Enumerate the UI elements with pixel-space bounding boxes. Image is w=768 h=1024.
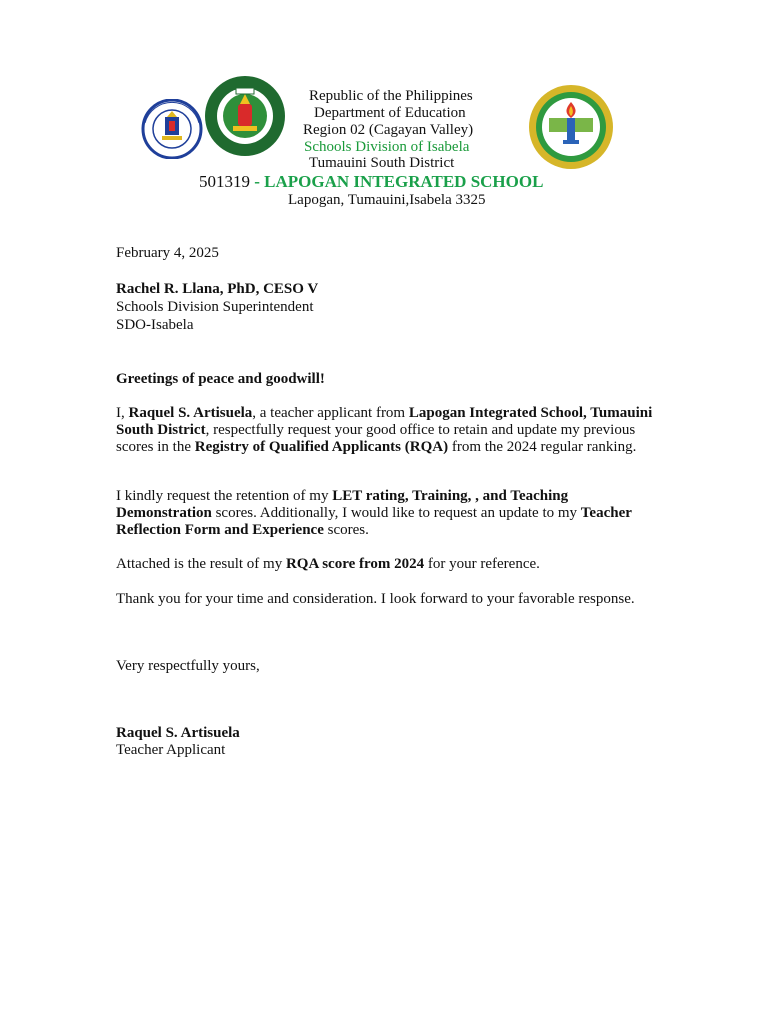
recipient-name: Rachel R. Llana, PhD, CESO V [116, 281, 319, 297]
p2-retained-scores: LET rating, Training, , and Teaching Demonstration [116, 488, 569, 521]
school-name: - LAPOGAN INTEGRATED SCHOOL [250, 172, 544, 191]
signatory-title: Teacher Applicant [116, 742, 226, 758]
p1-text-3: , respectfully request your good office to retain and update my previous scores in the [116, 422, 636, 455]
p2-text-1: I kindly request the retention of my [116, 488, 333, 504]
p2-text-3: scores. [323, 522, 369, 538]
p1-text-1: I, [116, 405, 129, 421]
p3-text-2: for your reference. [424, 556, 540, 572]
letterhead-district: Tumauini South District [309, 155, 455, 171]
sdo-isabela-seal-icon [204, 74, 286, 158]
school-address: Lapogan, Tumauini,Isabela 3325 [288, 192, 486, 208]
letterhead-republic: Republic of the Philippines [309, 88, 473, 104]
p1-text-2: , a teacher applicant from [252, 405, 409, 421]
p1-text-4: from the 2024 regular ranking. [448, 439, 637, 455]
p3-rqa-score: RQA score from 2024 [285, 556, 425, 572]
signatory-name: Raquel S. Artisuela [116, 725, 240, 741]
school-seal-icon [526, 84, 616, 170]
p2-text-2: scores. Additionally, I would like to request an update to my [211, 505, 581, 521]
letter-date: February 4, 2025 [116, 245, 219, 261]
p1-applicant-name: Raquel S. Artisuela [128, 405, 253, 421]
letterhead-division: Schools Division of Isabela [304, 139, 470, 155]
paragraph-3 [116, 556, 661, 573]
recipient-office: SDO-Isabela [116, 317, 194, 333]
p1-school: Lapogan Integrated School, Tumauini South District [116, 405, 653, 438]
recipient-title: Schools Division Superintendent [116, 299, 314, 315]
paragraph-2 [116, 488, 661, 539]
school-id: 501319 [199, 172, 250, 191]
p3-text-1: Attached is the result of my [116, 556, 286, 572]
letterhead-department: Department of Education [314, 105, 466, 121]
school-header [199, 172, 543, 191]
p2-updated-scores: Teacher Reflection Form and Experience [116, 505, 632, 538]
letterhead-region: Region 02 (Cagayan Valley) [303, 122, 474, 138]
paragraph-1 [116, 405, 661, 456]
paragraph-4: Thank you for your time and consideration. I look forward to your favorable response. [116, 591, 635, 607]
closing: Very respectfully yours, [116, 658, 260, 674]
p1-rqa: Registry of Qualified Applicants (RQA) [194, 439, 449, 455]
deped-seal-icon [131, 99, 213, 159]
greeting: Greetings of peace and goodwill! [116, 371, 325, 387]
